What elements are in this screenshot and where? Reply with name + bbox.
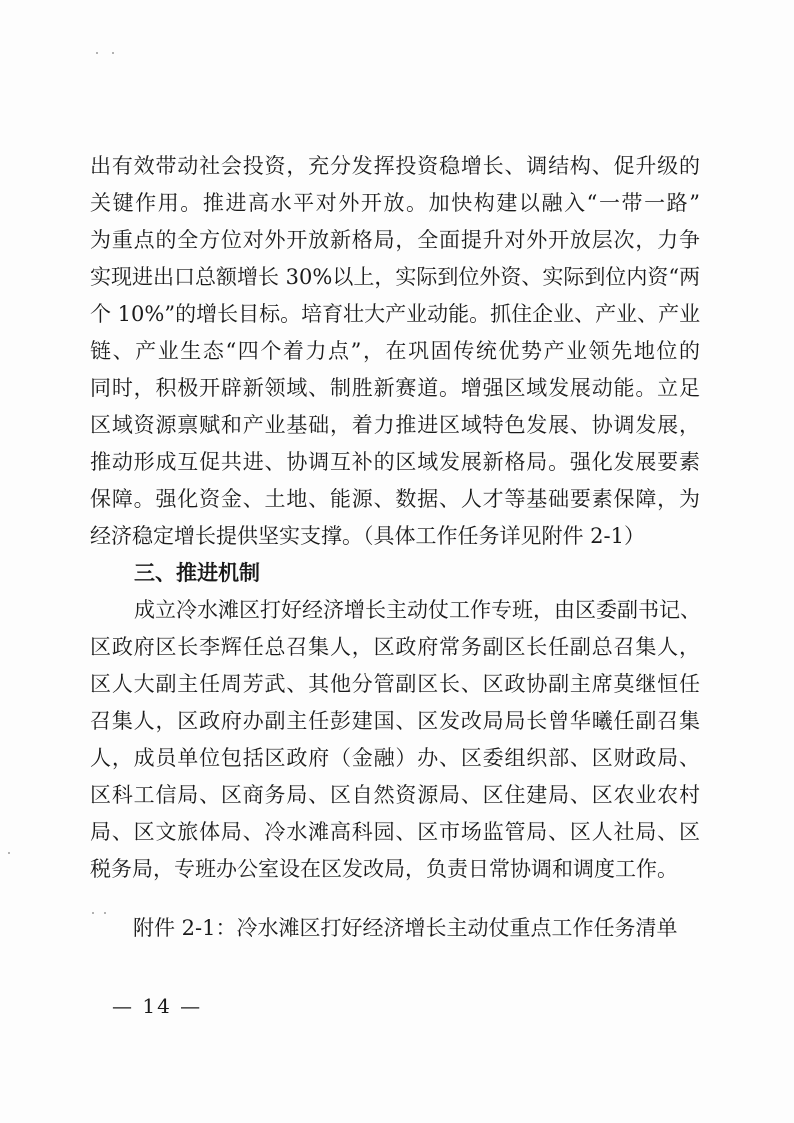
text-line: 经济稳定增长提供坚实支撑。（具体工作任务详见附件 2-1） <box>90 524 645 548</box>
page-number: — 14 — <box>112 994 203 1018</box>
text-line: 保障。强化资金、土地、能源、数据、人才等基础要素保障，为 <box>90 487 700 511</box>
paragraph-mechanism <box>90 592 700 888</box>
paragraph-investment-opening <box>90 148 700 555</box>
text-line: 同时，积极开辟新领域、制胜新赛道。增强区域发展动能。立足 <box>90 376 700 400</box>
text-line: 区政府区长李辉任总召集人，区政府常务副区长任副总召集人， <box>90 635 700 659</box>
scan-speck <box>92 912 94 914</box>
scan-speck <box>8 852 10 854</box>
text-line: 区人大副主任周芳武、其他分管副区长、区政协副主席莫继恒任 <box>90 672 700 696</box>
text-line: 实现进出口总额增长 30%以上，实际到位外资、实际到位内资“两 <box>90 265 701 289</box>
scan-speck <box>104 912 106 914</box>
text-line: 税务局，专班办公室设在区发改局，负责日常协调和调度工作。 <box>90 857 678 881</box>
text-line: 关键作用。推进高水平对外开放。加快构建以融入“一带一路” <box>90 191 700 215</box>
scan-speck <box>96 52 98 54</box>
text-line: 链、产业生态“四个着力点”，在巩固传统优势产业领先地位的 <box>90 339 700 363</box>
text-line: 区科工信局、区商务局、区自然资源局、区住建局、区农业农村 <box>90 783 700 807</box>
body-text <box>90 148 700 888</box>
text-line: 局、区文旅体局、冷水滩高科园、区市场监管局、区人社局、区 <box>90 820 700 844</box>
text-line: 成立冷水滩区打好经济增长主动仗工作专班，由区委副书记、 <box>134 598 701 622</box>
text-line: 推动形成互促共进、协调互补的区域发展新格局。强化发展要素 <box>90 450 700 474</box>
text-line: 为重点的全方位对外开放新格局，全面提升对外开放层次，力争 <box>90 228 700 252</box>
text-line: 个 10%”的增长目标。培育壮大产业动能。抓住企业、产业、产业 <box>90 302 701 326</box>
scan-speck <box>112 52 114 54</box>
text-line: 人，成员单位包括区政府（金融）办、区委组织部、区财政局、 <box>90 746 700 770</box>
attachment-note: 附件 2-1：冷水滩区打好经济增长主动仗重点工作任务清单 <box>133 916 678 940</box>
section-heading: 三、推进机制 <box>134 561 260 585</box>
text-line: 出有效带动社会投资，充分发挥投资稳增长、调结构、促升级的 <box>90 154 700 178</box>
text-line: 召集人，区政府办副主任彭建国、区发改局局长曾华曦任副召集 <box>90 709 700 733</box>
text-line: 区域资源禀赋和产业基础，着力推进区域特色发展、协调发展， <box>90 413 700 437</box>
